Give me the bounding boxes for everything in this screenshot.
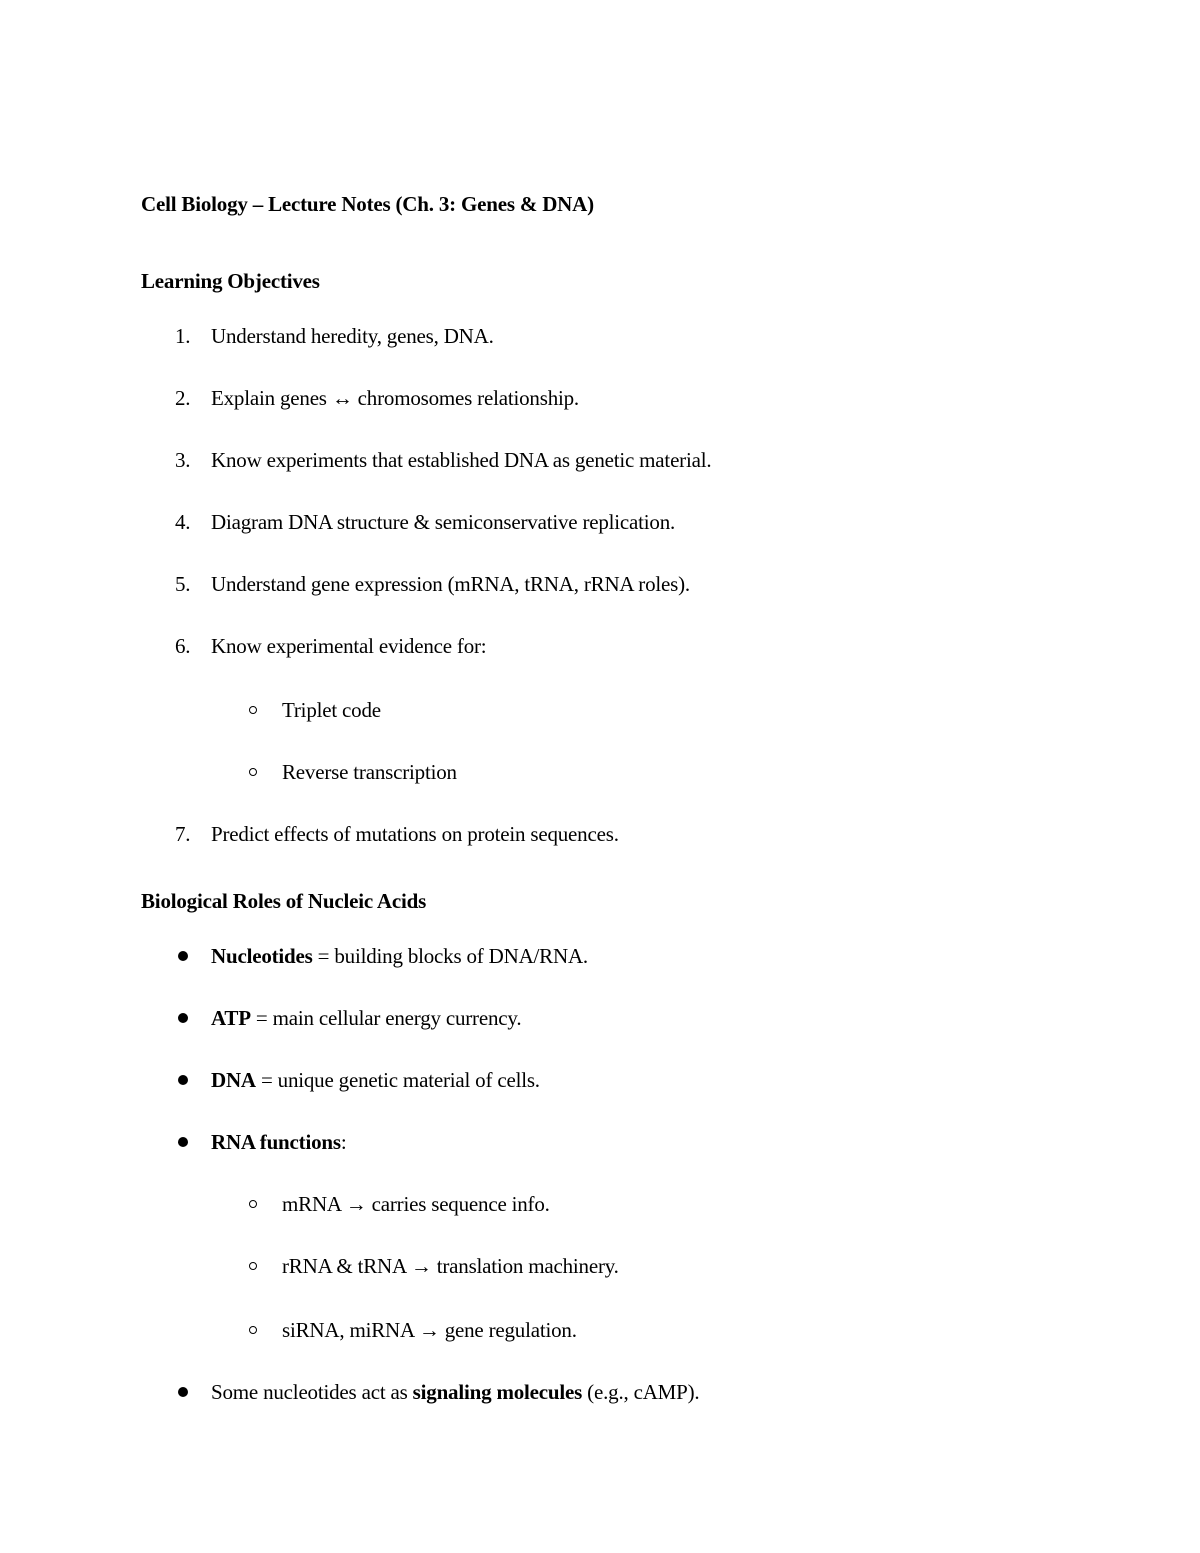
bullet-icon (178, 1137, 188, 1147)
bullet-icon (178, 1013, 188, 1023)
objective-text: Know experimental evidence for: (211, 634, 487, 658)
section-heading-biological-roles: Biological Roles of Nucleic Acids (141, 889, 427, 913)
rna-subitem-text: siRNA, miRNA → gene regulation. (282, 1318, 577, 1342)
role-term: signaling molecules (412, 1380, 583, 1404)
hollow-bullet-icon (249, 1326, 257, 1334)
objective-number: 5. (175, 572, 191, 596)
hollow-bullet-icon (249, 1200, 257, 1208)
objective-number: 2. (175, 386, 191, 410)
section-heading-learning-objectives: Learning Objectives (141, 269, 320, 293)
rna-subitem-text: rRNA & tRNA → translation machinery. (282, 1254, 619, 1278)
role-description: = building blocks of DNA/RNA. (312, 944, 588, 968)
objective-number: 6. (175, 634, 191, 658)
hollow-bullet-icon (249, 768, 257, 776)
objective-text: Understand heredity, genes, DNA. (211, 324, 494, 348)
hollow-bullet-icon (249, 1262, 257, 1270)
role-term: RNA functions (211, 1130, 341, 1154)
role-suffix: (e.g., cAMP). (582, 1380, 700, 1404)
role-term: DNA (211, 1068, 256, 1092)
objective-text: Explain genes ↔ chromosomes relationship. (211, 386, 579, 410)
objective-number: 4. (175, 510, 191, 534)
rna-subitem-text: mRNA → carries sequence info. (282, 1192, 550, 1216)
objective-number: 3. (175, 448, 191, 472)
bullet-icon (178, 951, 188, 961)
objective-text: Predict effects of mutations on protein sequences. (211, 822, 619, 846)
role-prefix: Some nucleotides act as (211, 1380, 413, 1404)
objective-text: Know experiments that established DNA as genetic material. (211, 448, 712, 472)
role-description: : (340, 1130, 347, 1154)
objective-text: Understand gene expression (mRNA, tRNA, rRNA roles). (211, 572, 690, 596)
bullet-icon (178, 1387, 188, 1397)
objective-subitem-text: Reverse transcription (282, 760, 457, 784)
objective-subitem-text: Triplet code (282, 698, 381, 722)
objective-text: Diagram DNA structure & semiconservative replication. (211, 510, 676, 534)
role-description: = main cellular energy currency. (250, 1006, 522, 1030)
bullet-icon (178, 1075, 188, 1085)
hollow-bullet-icon (249, 706, 257, 714)
document-title: Cell Biology – Lecture Notes (Ch. 3: Genes & DNA) (141, 192, 594, 216)
role-term: Nucleotides (211, 944, 313, 968)
role-description: = unique genetic material of cells. (255, 1068, 540, 1092)
role-term: ATP (211, 1006, 251, 1030)
objective-number: 1. (175, 324, 191, 348)
objective-number: 7. (175, 822, 191, 846)
